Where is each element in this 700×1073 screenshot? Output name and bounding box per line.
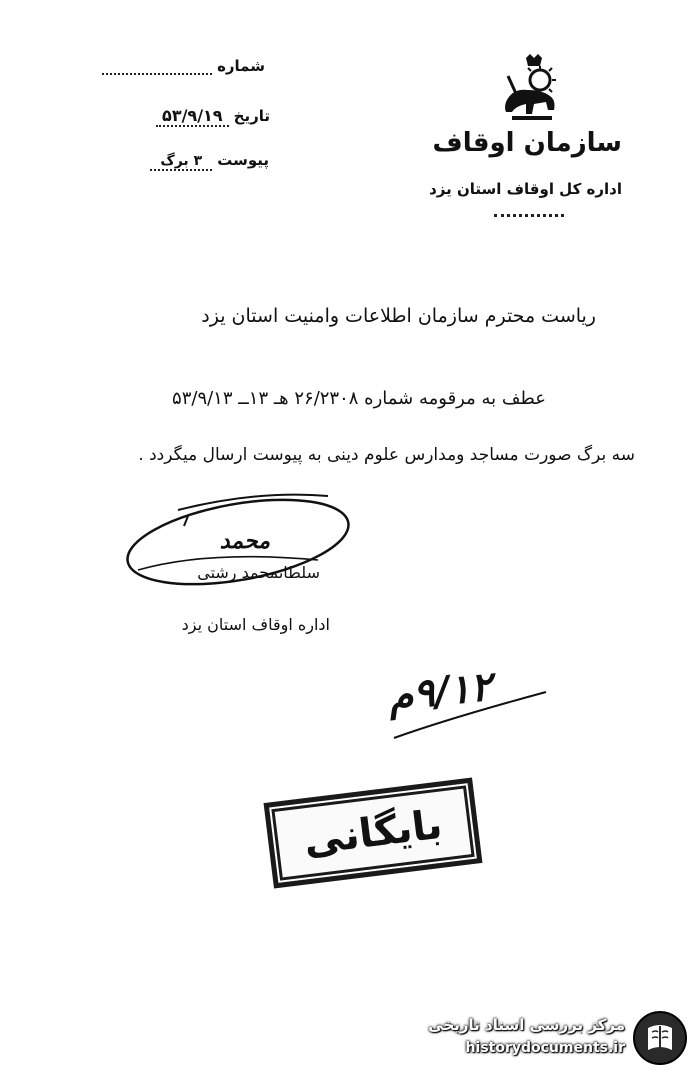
watermark-url: historydocuments.ir [465, 1040, 625, 1056]
handwritten-file-number: ۹/۱۲م [385, 662, 495, 721]
archive-stamp [264, 778, 483, 889]
header-divider [494, 210, 564, 217]
attachment-value: ۳ برگ [150, 153, 212, 171]
number-label: شماره [217, 57, 265, 75]
organization-subtitle: اداره کل اوقاف استان یزد [429, 180, 622, 198]
attachment-field [104, 150, 269, 169]
watermark-logo-icon [632, 1010, 688, 1066]
date-label: تاریخ [233, 107, 270, 125]
number-dots [102, 61, 212, 75]
number-field [100, 56, 265, 75]
archive-stamp-text: بایگانی [301, 801, 445, 865]
organization-name: سازمان اوقاف [432, 128, 622, 158]
attachment-label: پیوست [217, 151, 269, 169]
signatory-office: اداره اوقاف استان یزد [181, 615, 330, 634]
letter-body: سه برگ صورت مساجد ومدارس علوم دینی به پیوست ارسال میگردد . [138, 445, 635, 465]
date-value: ۵۳/۹/۱۹ [156, 106, 229, 127]
date-field [94, 106, 270, 125]
lion-and-sun-emblem-icon [498, 54, 570, 124]
signature-handwritten: محمد [219, 528, 270, 554]
handwritten-underline [390, 690, 550, 750]
salutation: ریاست محترم سازمان اطلاعات وامنیت استان یزد [201, 305, 596, 327]
watermark-title: مرکز بررسی اسناد تاریخی [428, 1016, 625, 1034]
signatory-name: سلطانمحمد رشتی [197, 563, 320, 582]
reference-line: عطف به مرقومه شماره ۲۶/۲۳۰۸ هـ ۱۳ــ ۵۳/۹/۱۳ [172, 388, 546, 409]
